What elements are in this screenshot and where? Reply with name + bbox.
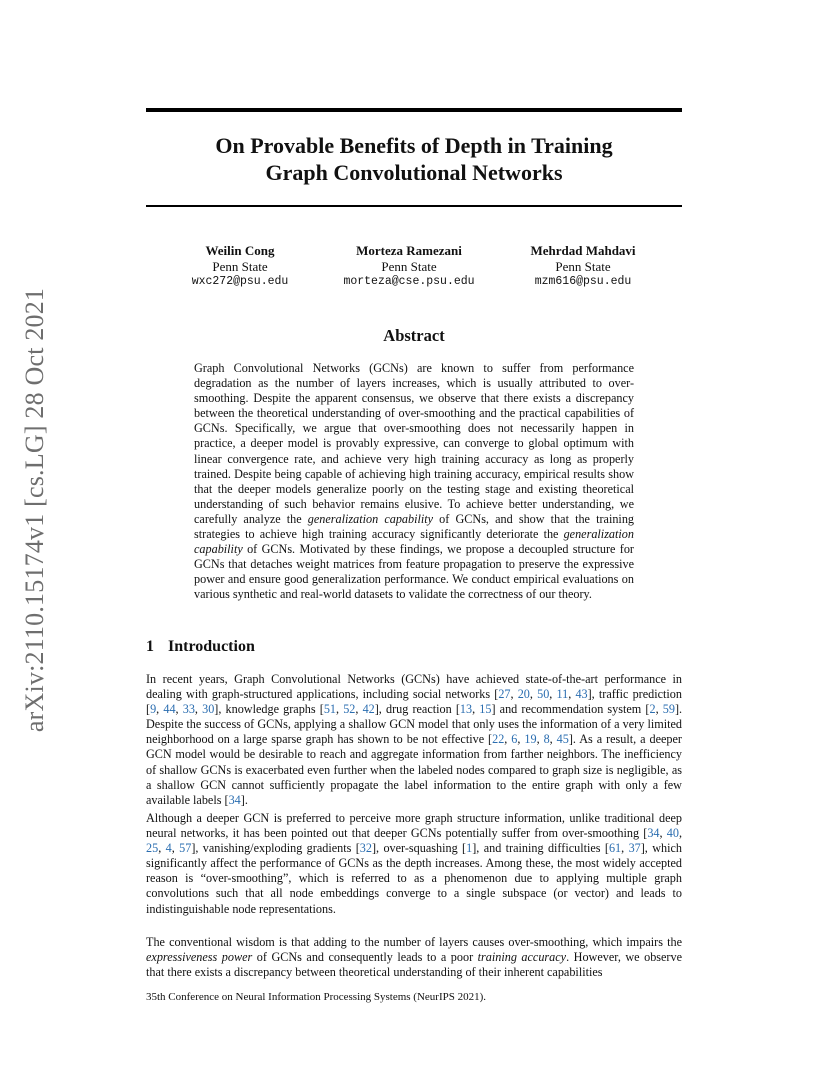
citation-link[interactable]: 33	[182, 702, 195, 717]
title-line-1: On Provable Benefits of Depth in Training	[215, 133, 613, 158]
title-line-2: Graph Convolutional Networks	[265, 160, 563, 185]
author-name: Mehrdad Mahdavi	[530, 243, 636, 258]
title-top-rule	[146, 108, 682, 112]
citation-link[interactable]: 44	[163, 702, 176, 717]
title-bottom-rule	[146, 205, 682, 207]
abstract-heading: Abstract	[383, 326, 445, 345]
citation-link[interactable]: 13	[459, 702, 473, 717]
citation-link[interactable]: 27	[498, 687, 511, 702]
citation-link[interactable]: 30	[202, 702, 215, 717]
author-name: Morteza Ramezani	[356, 243, 462, 258]
abstract-emphasis: generalization capability	[194, 527, 634, 557]
citation-link[interactable]: 43	[575, 687, 588, 702]
conference-footnote: 35th Conference on Neural Information Processing Systems (NeurIPS 2021).	[146, 991, 487, 1003]
citation-link[interactable]: 42	[362, 702, 375, 717]
intro-paragraph-1: In recent years, Graph Convolutional Networks (GCNs) have achieved state-of-the-art performance in dealing with graph-structured applications, including social networks [27, 20, 50, 11, 43], traffic prediction [9, 44, 33, 30], knowledge graphs [51, 52, 42], drug reaction [13, 15] and recommendation system [2, 59]. Despite the success of GCNs, applying a shallow GCN model that only uses the information of a very limited neighborhood on a large sparse graph has shown to be not effective [22, 6, 19, 8, 45]. As a result, a deeper GCN model would be desirable to reach and aggregate information from farther neighbors. The inefficiency of shallow GCNs is exacerbated even further when the labeled nodes compared to graph size is negligible, as a shallow GCN cannot sufficiently propagate the label information to the entire graph with only a few available labels [34].	[146, 672, 683, 807]
citation-link[interactable]: 19	[524, 732, 537, 747]
author-affiliation: Penn State	[555, 258, 611, 274]
citation-link[interactable]: 37	[628, 841, 641, 856]
citation-link[interactable]: 2	[649, 702, 656, 717]
intro-paragraph-3: The conventional wisdom is that adding to the number of layers causes over-smoothing, which impairs the expressiveness power of GCNs and consequently leads to a poor training accuracy. However, we observe that there exists a discrepancy between theoretical understanding of their inherent capabilities	[146, 935, 682, 980]
citation-link[interactable]: 61	[608, 841, 622, 856]
citation-link[interactable]: 4	[165, 841, 172, 856]
abstract-body	[194, 361, 634, 603]
citation-link[interactable]: 6	[511, 732, 518, 747]
citation-link[interactable]: 50	[537, 687, 550, 702]
author-affiliation: Penn State	[381, 258, 437, 274]
intro-paragraph-2: Although a deeper GCN is preferred to perceive more graph structure information, unlike traditional deep neural networks, it has been pointed out that deeper GCNs potentially suffer from over-smoothing [34, 40, 25, 4, 57], vanishing/exploding gradients [32], over-squashing [1], and training difficulties [61, 37], which significantly affect the performance of GCNs as the depth increases. Among these, the most widely accepted reason is “over-smoothing”, which is referred to as a phenomenon due to applying multiple graph convolutions such that all node embeddings converge to a single subspace (or vector) and leads to indistinguishable node representations.	[146, 811, 683, 916]
citation-link[interactable]: 22	[492, 732, 505, 747]
emphasis: expressiveness power	[146, 950, 253, 965]
citation-link[interactable]: 51	[323, 702, 336, 717]
citation-link[interactable]: 45	[556, 732, 569, 747]
abstract-text: of GCNs. Motivated by these findings, we propose a decoupled structure for GCNs that detaches weight matrices from feature propagation to preserve the expressive power and ensure good generalization performance. We conduct empirical evaluations on various synthetic and real-world datasets to validate the correctness of our theory.	[194, 542, 634, 602]
abstract-emphasis: generalization capability	[307, 511, 434, 526]
section-heading	[146, 638, 255, 656]
citation-link[interactable]: 15	[479, 702, 492, 717]
citation-link[interactable]: 8	[543, 732, 550, 747]
abstract-text: Graph Convolutional Networks (GCNs) are known to suffer from performance degradation as the number of layers increases, which is usually attributed to over-smoothing. Despite the apparent consensus, we observe that there exists a discrepancy between the theoretical understanding of over-smoothing and the practical capabilities of GCNs. Specifically, we argue that over-smoothing does not necessarily happen in practice, a deeper model is provably expressive, can converge to global optimum with linear convergence rate, and achieve very high training accuracy as long as properly trained. Despite being capable of achieving high training accuracy, empirical results show that the deeper models generalize poorly on the testing stage and existing theoretical understanding of such behavior remains elusive. To achieve better understanding, we carefully analyze the	[194, 361, 634, 526]
citation-link[interactable]: 57	[179, 841, 192, 856]
emphasis: training accuracy	[477, 950, 567, 965]
author-email[interactable]: morteza@cse.psu.edu	[343, 275, 475, 288]
citation-link[interactable]: 59	[662, 702, 675, 717]
author-affiliation: Penn State	[212, 258, 268, 274]
citation-link[interactable]: 11	[556, 687, 569, 702]
paper-title	[146, 132, 682, 186]
citation-link[interactable]: 40	[666, 826, 679, 841]
arxiv-identifier-sidebar: arXiv:2110.15174v1 [cs.LG] 28 Oct 2021	[20, 287, 49, 733]
citation-link[interactable]: 34	[228, 792, 241, 807]
citation-link[interactable]: 52	[343, 702, 356, 717]
citation-link[interactable]: 32	[359, 841, 372, 856]
author-block-2	[309, 243, 509, 290]
section-title: Introduction	[168, 638, 255, 655]
citation-link[interactable]: 34	[647, 826, 660, 841]
author-name: Weilin Cong	[205, 243, 275, 258]
author-email[interactable]: mzm616@psu.edu	[534, 275, 632, 288]
author-email[interactable]: wxc272@psu.edu	[191, 275, 289, 288]
section-number: 1	[146, 638, 154, 655]
citation-link[interactable]: 20	[517, 687, 530, 702]
citation-link[interactable]: 9	[150, 702, 157, 717]
citation-link[interactable]: 25	[146, 841, 159, 856]
abstract-text: of GCNs, and show that the training strategies to achieve high training accuracy significantly deteriorate the	[194, 511, 635, 542]
citation-link[interactable]: 1	[466, 841, 473, 856]
author-block-3	[483, 243, 683, 290]
